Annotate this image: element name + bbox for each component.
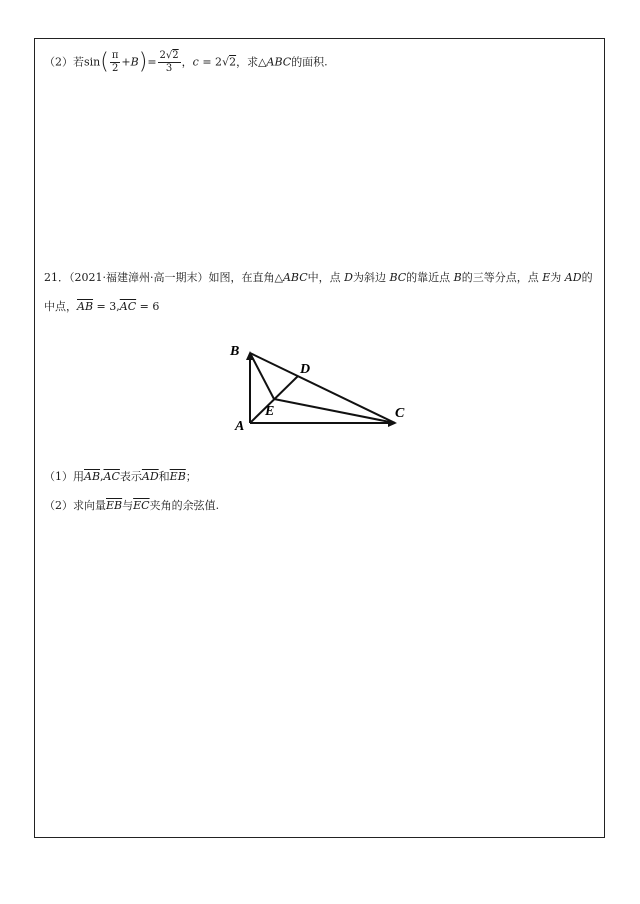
intro-d: 的靠近点	[406, 271, 454, 284]
num-coef: 2	[159, 50, 166, 61]
triangle-abc: △ABC	[258, 55, 292, 69]
segment-bc: BC	[389, 271, 407, 284]
point-b: B	[453, 271, 462, 284]
pi-symbol: π	[111, 50, 119, 61]
pi-over-2	[110, 50, 121, 75]
c-sqrt: 2	[229, 55, 237, 69]
part1-c: 和	[158, 470, 170, 483]
part1-a: （1）用	[44, 470, 84, 483]
comma: ，	[181, 55, 193, 69]
q20-prefix: （2）若	[44, 55, 84, 69]
intro-c: 为斜边	[352, 271, 390, 284]
intro-f: 为	[550, 271, 565, 284]
part2-a: （2）求向量	[44, 499, 106, 512]
frac-denominator: 3	[165, 63, 173, 74]
left-paren: (	[100, 49, 109, 75]
q21-intro-line2	[44, 300, 159, 314]
sin-text: sin	[84, 55, 101, 69]
point-d: D	[344, 271, 353, 284]
part1-vector-ab: $\overline{AB}$	[84, 470, 101, 483]
part2-vector-eb: $\overline{EB}$	[106, 499, 123, 512]
q21-intro-line1	[44, 271, 593, 285]
part1-vector-eb: $\overline{EB}$	[169, 470, 186, 483]
part1-vector-ad: $\overline{AD}$	[141, 470, 159, 483]
part1-vector-ac: $\overline{AC}$	[103, 470, 120, 483]
intro-e: 的三等分点，点	[461, 271, 543, 284]
intro-g: 的	[581, 271, 593, 284]
tail-b: 的面积.	[291, 55, 328, 69]
q21-part2	[44, 499, 219, 513]
c-variable: c	[192, 55, 199, 69]
two-denominator: 2	[111, 63, 119, 74]
triangle-figure	[225, 335, 415, 435]
right-paren: )	[138, 49, 148, 75]
intro-a: 如图，在直角△	[208, 271, 283, 284]
part2-c: 夹角的余弦值.	[149, 499, 220, 512]
arrow-b	[246, 351, 254, 360]
two-root2-over-3	[158, 50, 181, 75]
eq-3: = 3,	[93, 300, 120, 313]
vector-ab: $\overline{AB}$	[77, 300, 94, 313]
q21-part1	[44, 470, 197, 484]
line2-a: 中点，	[44, 300, 77, 313]
part2-vector-ec: $\overline{EC}$	[133, 499, 150, 512]
page-frame	[34, 38, 605, 838]
part2-b: 与	[122, 499, 134, 512]
intro-b: 中，点	[307, 271, 345, 284]
label-a: A	[235, 419, 245, 434]
q20-part2: （2）若sin( $\frac{\pi}{2}$ +B)= $\frac{2√2}{3}$ ，c = 2√2，求△ABC的面积.	[44, 49, 328, 75]
label-c: C	[395, 406, 405, 421]
equals-sign: =	[147, 55, 157, 69]
abc: ABC	[282, 271, 308, 284]
label-e: E	[265, 404, 275, 419]
tail-a: ，求	[236, 55, 259, 69]
vector-ac: $\overline{AC}$	[119, 300, 137, 313]
part1-d: ；	[185, 470, 197, 483]
q21-source: （2021·福建漳州·高一期末）	[69, 271, 209, 284]
num-sqrt: 2	[172, 50, 179, 61]
eq-6: = 6	[136, 300, 160, 313]
segment-ec-line	[274, 399, 395, 423]
segment-ad: AD	[564, 271, 582, 284]
label-b: B	[230, 344, 240, 359]
part1-b: 表示	[119, 470, 142, 483]
frac-numerator: 2√2	[159, 50, 179, 61]
part1-comma: ,	[100, 470, 104, 483]
label-d: D	[300, 362, 311, 377]
q21-number: 21．	[44, 271, 69, 284]
point-e: E	[542, 271, 551, 284]
plus-b: +B	[121, 55, 139, 69]
c-equals: = 2	[198, 55, 223, 69]
